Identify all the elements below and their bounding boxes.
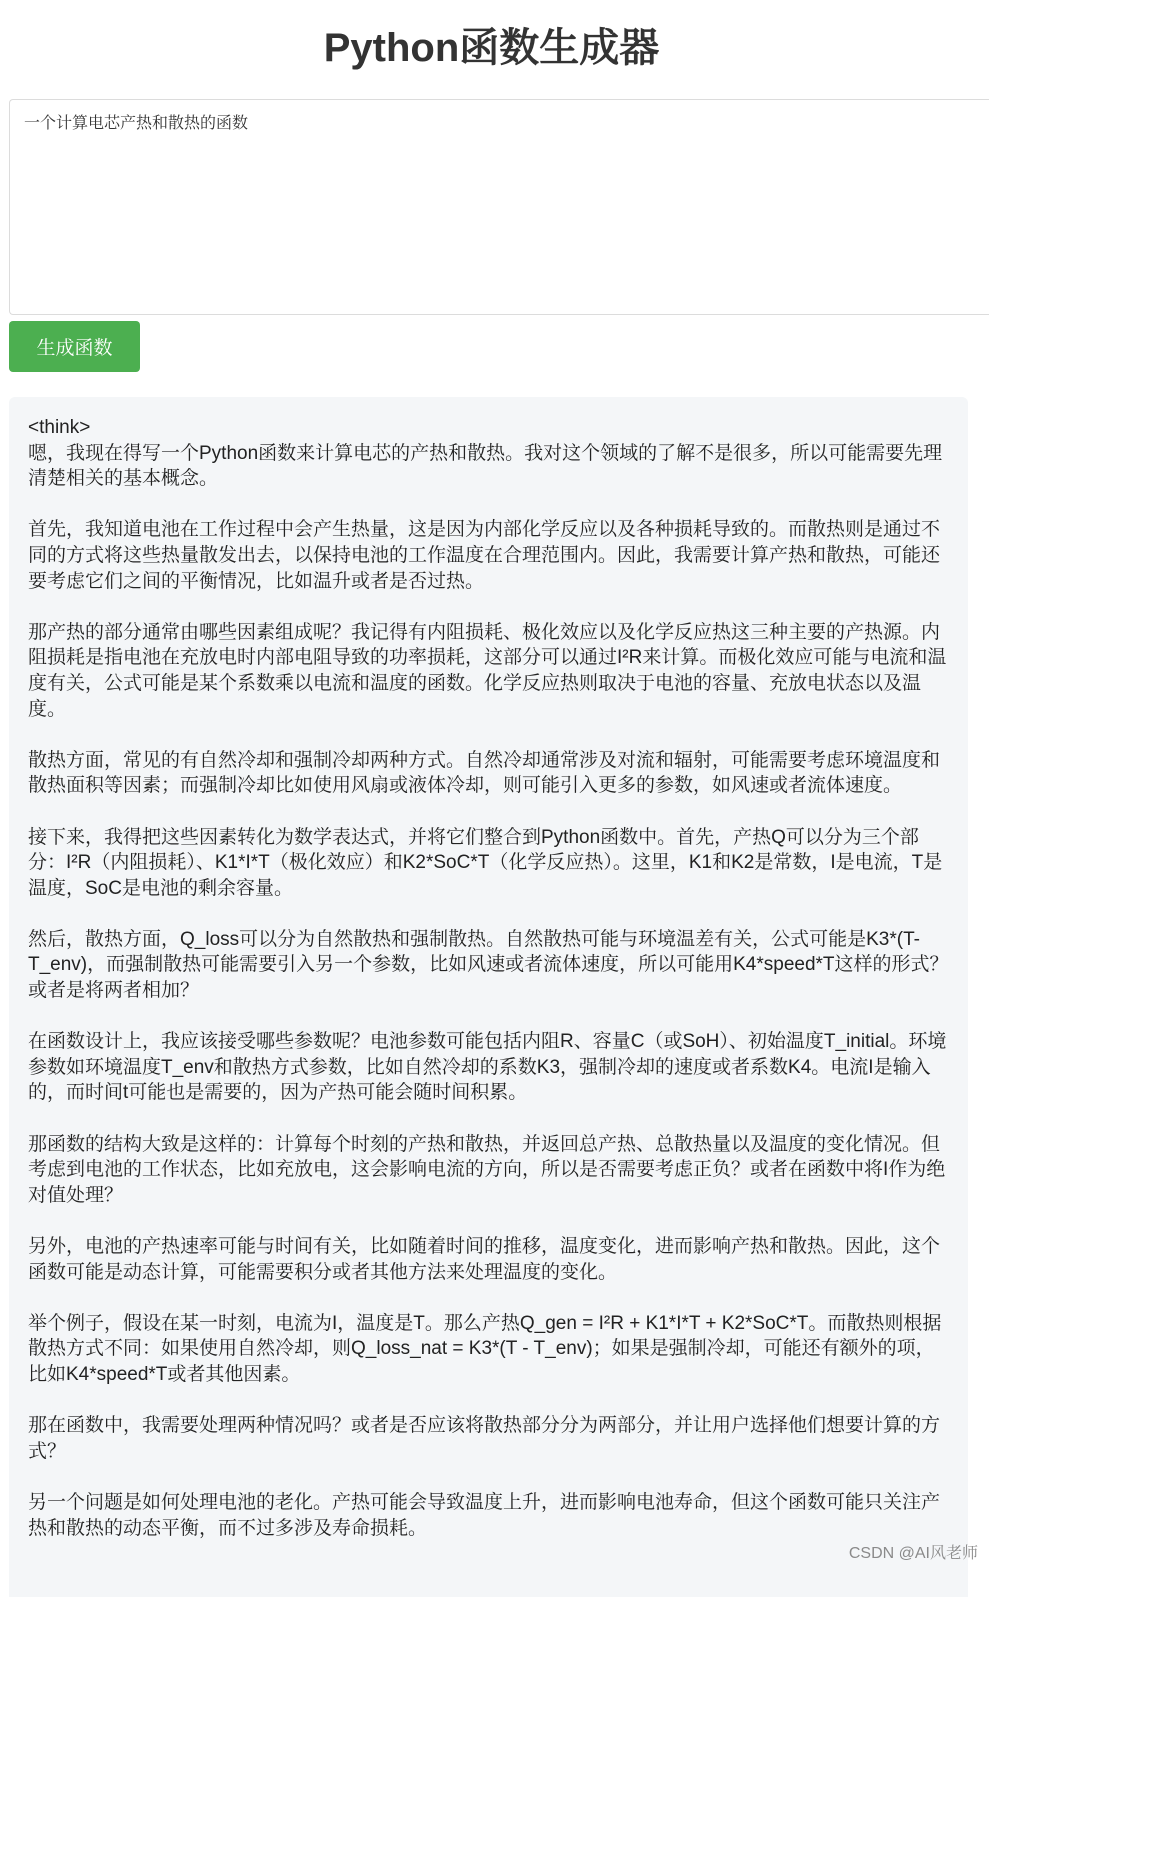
- output-text: <think> 嗯，我现在得写一个Python函数来计算电芯的产热和散热。我对这个领域的了解不是很多，所以可能需要先理清楚相关的基本概念。 首先，我知道电池在工作过程中会产生热量，这是因为内部化学反应以及各种损耗导致的。而散热则是通过不同的方式将这些热量散发出去，以保持电池的工作温度在合理范围内。因此，我需要计算产热和散热，可能还要考虑它们之间的平衡情况，比如温升或者是否过热。 那产热的部分通常由哪些因素组成呢？我记得有内阻损耗、极化效应以及化学反应热这三种主要的产热源。内阻损耗是指电池在充放电时内部电阻导致的功率损耗，这部分可以通过I²R来计算。而极化效应可能与电流和温度有关，公式可能是某个系数乘以电流和温度的函数。化学反应热则取决于电池的容量、充放电状态以及温度。 散热方面，常见的有自然冷却和强制冷却两种方式。自然冷却通常涉及对流和辐射，可能需要考虑环境温度和散热面积等因素；而强制冷却比如使用风扇或液体冷却，则可能引入更多的参数，如风速或者流体速度。 接下来，我得把这些因素转化为数学表达式，并将它们整合到Python函数中。首先，产热Q可以分为三个部分：I²R（内阻损耗）、K1*I*T（极化效应）和K2*SoC*T（化学反应热）。这里，K1和K2是常数，I是电流，T是温度，SoC是电池的剩余容量。 然后，散热方面，Q_loss可以分为自然散热和强制散热。自然散热可能与环境温差有关，公式可能是K3*(T-T_env)，而强制散热可能需要引入另一个参数，比如风速或者流体速度，所以可能用K4*speed*T这样的形式？或者是将两者相加？ 在函数设计上，我应该接受哪些参数呢？电池参数可能包括内阻R、容量C（或SoH）、初始温度T_initial。环境参数如环境温度T_env和散热方式参数，比如自然冷却的系数K3，强制冷却的速度或者系数K4。电流I是输入的，而时间t可能也是需要的，因为产热可能会随时间积累。 那函数的结构大致是这样的：计算每个时刻的产热和散热，并返回总产热、总散热量以及温度的变化情况。但考虑到电池的工作状态，比如充放电，这会影响电流的方向，所以是否需要考虑正负？或者在函数中将I作为绝对值处理？ 另外，电池的产热速率可能与时间有关，比如随着时间的推移，温度变化，进而影响产热和散热。因此，这个函数可能是动态计算，可能需要积分或者其他方法来处理温度的变化。 举个例子，假设在某一时刻，电流为I，温度是T。那么产热Q_gen = I²R + K1*I*T + K2*SoC*T。而散热则根据散热方式不同：如果使用自然冷却，则Q_loss_nat = K3*(T - T_env)；如果是强制冷却，可能还有额外的项，比如K4*speed*T或者其他因素。 那在函数中，我需要处理两种情况吗？或者是否应该将散热部分分为两部分，并让用户选择他们想要计算的方式？ 另一个问题是如何处理电池的老化。产热可能会导致温度上升，进而影响电池寿命，但这个函数可能只关注产热和散热的动态平衡，而不过多涉及寿命损耗。: [28, 417, 949, 1539]
- watermark: CSDN @AI风老师: [848, 1545, 978, 1562]
- prompt-input[interactable]: [9, 99, 989, 315]
- generate-function-button[interactable]: 生成函数: [9, 321, 140, 372]
- page-title: Python函数生成器: [323, 26, 660, 70]
- output-panel: [9, 397, 968, 1597]
